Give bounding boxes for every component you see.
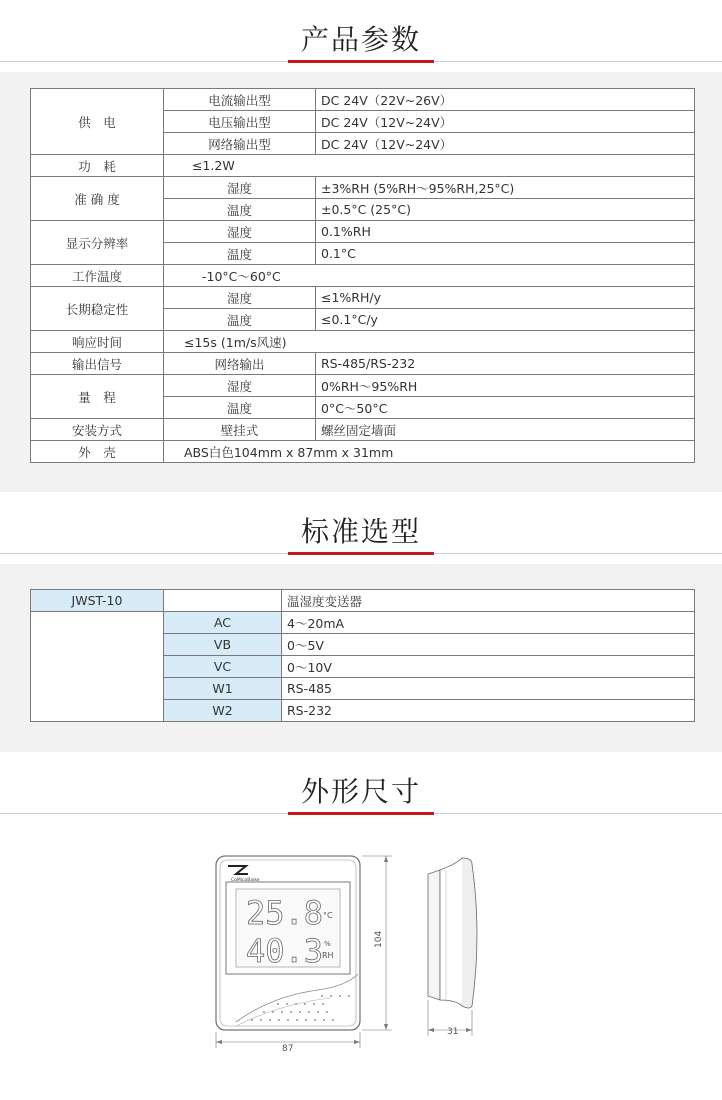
vent-dot xyxy=(304,1003,306,1005)
option-desc: RS-232 xyxy=(282,700,695,722)
param-value: 0.1°C xyxy=(316,243,695,265)
param-label: 安装方式 xyxy=(31,419,164,441)
param-value: ≤0.1°C/y xyxy=(316,309,695,331)
hum-unit-pct: % xyxy=(324,940,331,948)
param-value: RS-485/RS-232 xyxy=(316,353,695,375)
vent-dot xyxy=(251,1019,253,1021)
param-type: 网络输出型 xyxy=(164,133,316,155)
param-value: ±0.5°C (25°C) xyxy=(316,199,695,221)
logo-text: CoMicoBaike xyxy=(231,878,260,883)
param-type: 温度 xyxy=(164,397,316,419)
front-view xyxy=(216,856,360,1030)
dims-header xyxy=(0,752,722,824)
param-label: 外 壳 xyxy=(31,441,164,463)
param-label: 显示分辨率 xyxy=(31,221,164,265)
vent-dot xyxy=(290,1011,292,1013)
param-type: 电流输出型 xyxy=(164,89,316,111)
table-row xyxy=(31,177,695,199)
vent-dot xyxy=(314,1019,316,1021)
width-label: 87 xyxy=(282,1044,294,1054)
model-table xyxy=(30,589,695,722)
param-value: ≤1.2W xyxy=(164,155,695,177)
table-row xyxy=(31,331,695,353)
param-value: ±3%RH (5%RH～95%RH,25°C) xyxy=(316,177,695,199)
vent-dot xyxy=(330,995,332,997)
vent-dot xyxy=(308,1011,310,1013)
option-code: W1 xyxy=(164,678,282,700)
title-accent-bar xyxy=(288,60,434,63)
param-type: 温度 xyxy=(164,199,316,221)
params-header xyxy=(0,0,722,72)
param-type: 温度 xyxy=(164,243,316,265)
vent-dot xyxy=(263,1011,265,1013)
option-code: W2 xyxy=(164,700,282,722)
param-type: 湿度 xyxy=(164,375,316,397)
option-code: AC xyxy=(164,612,282,634)
dims-title: 外形尺寸 xyxy=(300,775,421,808)
table-row xyxy=(31,612,695,634)
vent-dot xyxy=(321,995,323,997)
table-row xyxy=(31,89,695,111)
dimension-drawing xyxy=(0,824,722,1100)
param-type: 湿度 xyxy=(164,177,316,199)
vent-dot xyxy=(305,1019,307,1021)
display-temperature: 25.8 xyxy=(246,894,324,932)
vent-dot xyxy=(269,1019,271,1021)
vent-dot xyxy=(287,1019,289,1021)
param-label: 功 耗 xyxy=(31,155,164,177)
param-label: 准 确 度 xyxy=(31,177,164,221)
vent-dot xyxy=(260,1019,262,1021)
table-row xyxy=(31,221,695,243)
vent-dot xyxy=(348,995,350,997)
option-desc: 0～5V xyxy=(282,634,695,656)
temp-unit: °C xyxy=(323,911,333,920)
param-label: 供 电 xyxy=(31,89,164,155)
param-type: 电压输出型 xyxy=(164,111,316,133)
title-accent-bar xyxy=(288,552,434,555)
param-type: 湿度 xyxy=(164,287,316,309)
width-dimension xyxy=(216,1032,360,1054)
model-code: JWST-10 xyxy=(31,590,164,612)
display-humidity: 40.3 xyxy=(246,932,324,970)
param-label: 量 程 xyxy=(31,375,164,419)
model-desc: 温湿度变送器 xyxy=(282,590,695,612)
option-desc: 0～10V xyxy=(282,656,695,678)
option-code: VC xyxy=(164,656,282,678)
vent-dot xyxy=(323,1019,325,1021)
vent-dot xyxy=(313,1003,315,1005)
model-header xyxy=(0,492,722,564)
side-view xyxy=(428,858,477,1008)
vent-dot xyxy=(332,1019,334,1021)
table-row xyxy=(31,265,695,287)
vent-dot xyxy=(272,1011,274,1013)
params-title: 产品参数 xyxy=(300,23,421,56)
param-label: 工作温度 xyxy=(31,265,164,287)
param-value: DC 24V（12V~24V） xyxy=(316,133,695,155)
param-label: 响应时间 xyxy=(31,331,164,353)
height-dimension xyxy=(362,856,392,1030)
param-label: 输出信号 xyxy=(31,353,164,375)
param-type: 壁挂式 xyxy=(164,419,316,441)
table-row xyxy=(31,287,695,309)
vent-dot xyxy=(281,1011,283,1013)
param-value: 0%RH～95%RH xyxy=(316,375,695,397)
param-label: 长期稳定性 xyxy=(31,287,164,331)
hum-unit-rh: RH xyxy=(322,951,334,960)
table-row xyxy=(31,375,695,397)
param-type: 湿度 xyxy=(164,221,316,243)
title-accent-bar xyxy=(288,812,434,815)
vent-dot xyxy=(317,1011,319,1013)
option-code: VB xyxy=(164,634,282,656)
table-row xyxy=(31,155,695,177)
vent-dot xyxy=(326,1011,328,1013)
param-value: -10°C～60°C xyxy=(164,265,695,287)
table-row xyxy=(31,590,695,612)
table-row xyxy=(31,353,695,375)
vent-dot xyxy=(278,1019,280,1021)
vent-dot xyxy=(286,1003,288,1005)
vent-dot xyxy=(277,1003,279,1005)
depth-label: 31 xyxy=(447,1027,459,1037)
vent-dot xyxy=(322,1003,324,1005)
table-row xyxy=(31,419,695,441)
param-value: DC 24V（12V~24V） xyxy=(316,111,695,133)
param-value: 0.1%RH xyxy=(316,221,695,243)
table-row xyxy=(31,441,695,463)
param-value: ABS白色104mm x 87mm x 31mm xyxy=(164,441,695,463)
param-value: 0°C～50°C xyxy=(316,397,695,419)
height-label: 104 xyxy=(374,930,384,948)
param-value: 螺丝固定墙面 xyxy=(316,419,695,441)
param-value: ≤15s (1m/s风速) xyxy=(164,331,695,353)
option-desc: RS-485 xyxy=(282,678,695,700)
param-type: 网络输出 xyxy=(164,353,316,375)
vent-dot xyxy=(299,1011,301,1013)
model-title: 标准选型 xyxy=(300,515,421,548)
params-table xyxy=(30,88,695,463)
vent-dot xyxy=(295,1003,297,1005)
vent-dot xyxy=(296,1019,298,1021)
vent-dot xyxy=(339,995,341,997)
param-value: ≤1%RH/y xyxy=(316,287,695,309)
param-value: DC 24V（22V~26V） xyxy=(316,89,695,111)
param-type: 温度 xyxy=(164,309,316,331)
option-desc: 4～20mA xyxy=(282,612,695,634)
